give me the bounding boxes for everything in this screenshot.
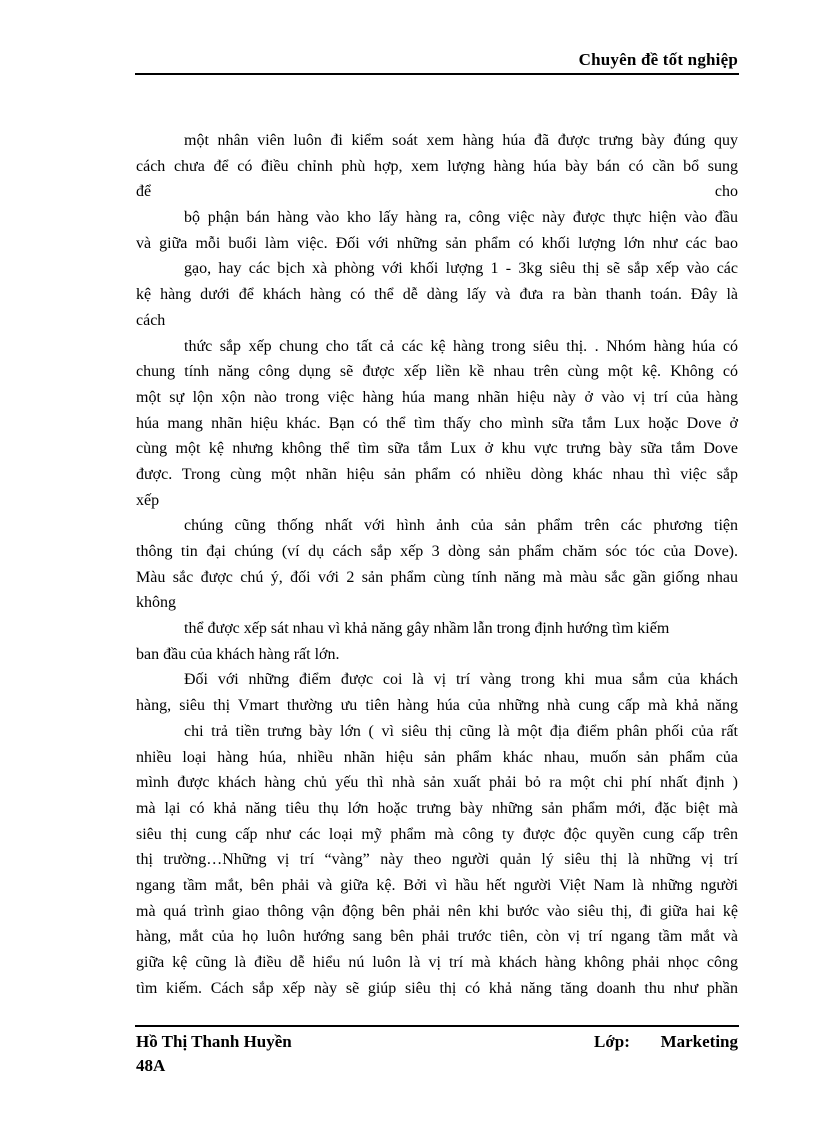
class-info [594,1030,738,1054]
text-line: thông tin đại chúng (ví dụ cách sắp xếp 3 dòng sản phẩm chăm sóc tóc của Dove). [136,543,738,560]
text-line: Màu sắc được chú ý, đối với 2 sản phẩm cùng tính năng mà màu sắc gần giống nhau [136,568,738,586]
text-line: húa mang nhãn hiệu khác. Bạn có thể tìm thấy cho mình sữa tắm Lux hoặc Dove ở [136,414,738,432]
text-line: Đối với những điểm được coi là vị trí vàng trong khi mua sắm của khách [184,671,738,689]
text-line: để cho [136,183,738,201]
text-line: mình được khách hàng chủ yếu thì nhà sản xuất phải bỏ ra một chi phí nhất định ) [136,774,738,792]
text-line: kệ hàng dưới để khách hàng có thể dễ dàng lấy và đưa ra bàn thanh toán. Đây là [136,286,738,304]
text-line: ngang tầm mắt, bên phải và giữa kệ. Bởi vì hầu hết người Việt Nam là những người [136,876,738,894]
text-line: chúng cũng thống nhất với hình ảnh của sản phẩm trên các phương tiện [184,517,738,535]
class-number: 48A [136,1056,166,1075]
text-line: mà lại có khả năng tiêu thụ lớn hoặc trưng bày những sản phẩm mới, đặc biệt mà [136,799,738,817]
text-line: gạo, hay các bịch xà phòng với khối lượng 1 - 3kg siêu thị sẽ sắp xếp vào các [184,260,738,278]
footer-divider [135,1025,739,1027]
text-line: ban đầu của khách hàng rất lớn. [136,645,340,663]
text-line: không [136,594,176,612]
text-line: chi trả tiền trưng bày lớn ( vì siêu thị cũng là một địa điểm phân phối của rất [184,722,738,740]
text-line: giữa kệ cũng là điều dễ hiểu nú luôn là vị trí mà khách hàng không phải nhọc công [136,954,738,971]
text-line: xếp [136,491,160,509]
text-line: nhiều loại hàng húa, nhiều nhãn hiệu sản phẩm khác nhau, muốn sản phẩm của [136,748,738,766]
text-line: thể được xếp sát nhau vì khả năng gây nhầm lẫn trong định hướng tìm kiếm [184,620,670,638]
class-label: Lớp: [594,1032,630,1051]
text-line: siêu thị cung cấp như các loại mỹ phẩm mà công ty được độc quyền cung cấp trên [136,825,738,843]
text-line: bộ phận bán hàng vào kho lấy hàng ra, công việc này được thực hiện vào đầu [184,209,738,227]
text-line: thức sắp xếp chung cho tất cả các kệ hàng trong siêu thị. . Nhóm hàng húa có [184,337,738,355]
text-line: thị trường…Những vị trí “vàng” này theo người quản lý siêu thị là những vị trí [136,851,738,869]
body-text [136,128,738,1001]
text-line: một nhân viên luôn đi kiểm soát xem hàng húa đã được trưng bày đúng quy [184,132,738,149]
document-title: Chuyên đề tốt nghiệp [578,50,738,69]
text-line: chung tính năng công dụng sẽ được xếp liền kề nhau trên cùng một kệ. Không có [136,363,738,381]
text-line: cách [136,311,166,329]
text-line: hàng, mắt của họ luôn hướng sang bên phải trước tiên, còn vị trí ngang tầm mắt và [136,928,738,946]
header-divider [135,73,739,75]
text-line: tìm kiếm. Cách sắp xếp này sẽ giúp siêu thị có khả năng tăng doanh thu như phần [136,979,738,997]
class-name: Marketing [660,1032,738,1051]
text-line: mà quá trình giao thông vận động bên phải nên khi bước vào siêu thị, đi giữa hai kệ [136,902,738,920]
text-line: được. Trong cùng một nhãn hiệu sản phẩm có nhiều dòng khác nhau thì việc sắp [136,465,738,483]
text-line: một sự lộn xộn nào trong việc hàng húa mang nhãn hiệu này ở vào vị trí của hàng [136,388,738,406]
text-line: và giữa mỗi buổi làm việc. Đối với những sản phẩm có khối lượng lớn như các bao [136,234,738,252]
page-footer [136,1030,738,1078]
text-line: hàng, siêu thị Vmart thường ưu tiên hàng húa của những nhà cung cấp mà khả năng [136,697,738,715]
text-line: cùng một kệ nhưng không thể tìm sữa tắm Lux ở khu vực trưng bày sữa tắm Dove [136,440,738,458]
author-name: Hồ Thị Thanh Huyền [136,1032,292,1051]
text-line: cách chưa để có điều chỉnh phù hợp, xem lượng hàng húa bày bán có cần bổ sung [136,157,738,175]
